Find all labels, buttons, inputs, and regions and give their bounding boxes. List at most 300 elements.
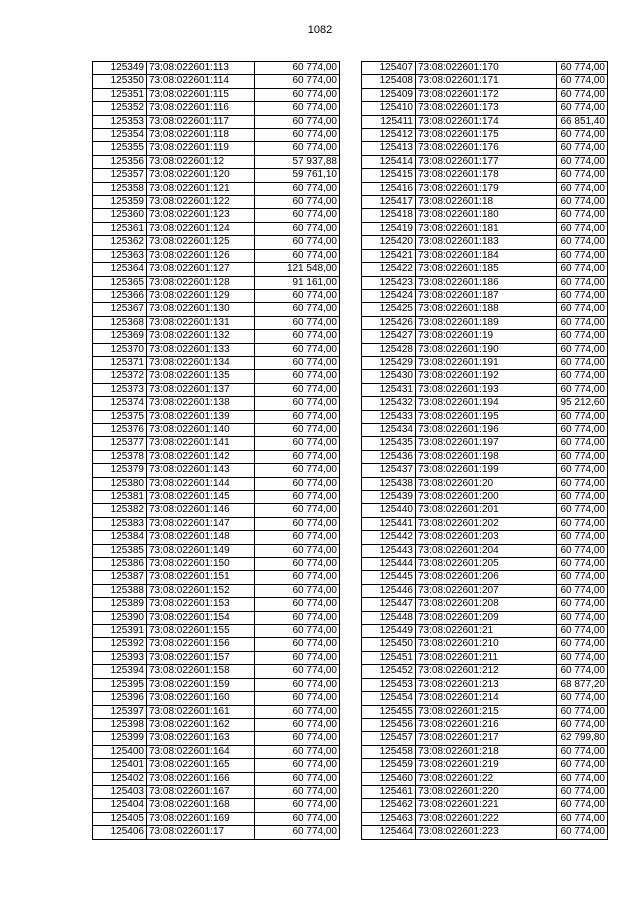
value-cell: 60 774,00: [557, 303, 608, 316]
table-row: [362, 169, 608, 182]
row-id-cell: 125350: [93, 75, 147, 88]
table-row: [93, 692, 340, 705]
value-cell: 60 774,00: [255, 397, 340, 410]
table-row: [362, 772, 608, 785]
cadastral-number-cell: 73:08:022601:123: [147, 209, 255, 222]
value-cell: 60 774,00: [255, 477, 340, 490]
value-cell: 60 774,00: [557, 799, 608, 812]
value-cell: 60 774,00: [557, 62, 608, 75]
cadastral-number-cell: 73:08:022601:190: [416, 343, 557, 356]
cadastral-number-cell: 73:08:022601:203: [416, 531, 557, 544]
table-row: [362, 196, 608, 209]
table-row: [93, 169, 340, 182]
table-row: [362, 584, 608, 597]
cadastral-number-cell: 73:08:022601:154: [147, 611, 255, 624]
cadastral-number-cell: 73:08:022601:194: [416, 397, 557, 410]
row-id-cell: 125425: [362, 303, 416, 316]
cadastral-number-cell: 73:08:022601:149: [147, 544, 255, 557]
value-cell: 60 774,00: [557, 491, 608, 504]
cadastral-number-cell: 73:08:022601:147: [147, 517, 255, 530]
cadastral-number-cell: 73:08:022601:162: [147, 718, 255, 731]
table-row: [93, 638, 340, 651]
row-id-cell: 125357: [93, 169, 147, 182]
value-cell: 60 774,00: [557, 464, 608, 477]
table-row: [93, 182, 340, 195]
table-row: [362, 678, 608, 691]
cadastral-number-cell: 73:08:022601:116: [147, 102, 255, 115]
value-cell: 60 774,00: [557, 263, 608, 276]
row-id-cell: 125439: [362, 491, 416, 504]
row-id-cell: 125432: [362, 397, 416, 410]
cadastral-number-cell: 73:08:022601:17: [147, 826, 255, 839]
cadastral-number-cell: 73:08:022601:145: [147, 491, 255, 504]
cadastral-number-cell: 73:08:022601:193: [416, 383, 557, 396]
cadastral-number-cell: 73:08:022601:222: [416, 812, 557, 825]
table-row: [93, 678, 340, 691]
value-cell: 66 851,40: [557, 115, 608, 128]
table-row: [93, 423, 340, 436]
row-id-cell: 125385: [93, 544, 147, 557]
table-row: [362, 558, 608, 571]
value-cell: 60 774,00: [557, 88, 608, 101]
cadastral-number-cell: 73:08:022601:121: [147, 182, 255, 195]
row-id-cell: 125390: [93, 611, 147, 624]
cadastral-number-cell: 73:08:022601:132: [147, 330, 255, 343]
value-cell: 60 774,00: [557, 665, 608, 678]
row-id-cell: 125372: [93, 370, 147, 383]
value-cell: 60 774,00: [255, 611, 340, 624]
table-row: [362, 383, 608, 396]
value-cell: 60 774,00: [557, 209, 608, 222]
row-id-cell: 125399: [93, 732, 147, 745]
cadastral-number-cell: 73:08:022601:143: [147, 464, 255, 477]
value-cell: 60 774,00: [557, 611, 608, 624]
cadastral-number-cell: 73:08:022601:188: [416, 303, 557, 316]
value-cell: 60 774,00: [557, 75, 608, 88]
row-id-cell: 125421: [362, 249, 416, 262]
row-id-cell: 125381: [93, 491, 147, 504]
cadastral-number-cell: 73:08:022601:21: [416, 625, 557, 638]
value-cell: 60 774,00: [255, 222, 340, 235]
cadastral-number-cell: 73:08:022601:181: [416, 222, 557, 235]
table-row: [93, 236, 340, 249]
table-row: [362, 799, 608, 812]
table-row: [362, 62, 608, 75]
table-row: [362, 705, 608, 718]
value-cell: 60 774,00: [255, 437, 340, 450]
table-row: [93, 544, 340, 557]
value-cell: 60 774,00: [255, 759, 340, 772]
table-row: [93, 531, 340, 544]
cadastral-number-cell: 73:08:022601:186: [416, 276, 557, 289]
value-cell: 60 774,00: [255, 303, 340, 316]
table-row: [93, 477, 340, 490]
row-id-cell: 125454: [362, 692, 416, 705]
cadastral-number-cell: 73:08:022601:139: [147, 410, 255, 423]
cadastral-number-cell: 73:08:022601:173: [416, 102, 557, 115]
value-cell: 60 774,00: [557, 182, 608, 195]
cadastral-number-cell: 73:08:022601:171: [416, 75, 557, 88]
value-cell: 60 774,00: [557, 638, 608, 651]
table-row: [93, 289, 340, 302]
table-row: [93, 450, 340, 463]
table-row: [93, 665, 340, 678]
cadastral-number-cell: 73:08:022601:196: [416, 423, 557, 436]
left-table-body: [93, 62, 340, 840]
value-cell: 60 774,00: [255, 343, 340, 356]
row-id-cell: 125413: [362, 142, 416, 155]
cadastral-number-cell: 73:08:022601:117: [147, 115, 255, 128]
cadastral-number-cell: 73:08:022601:214: [416, 692, 557, 705]
cadastral-number-cell: 73:08:022601:153: [147, 598, 255, 611]
table-row: [362, 397, 608, 410]
table-row: [93, 437, 340, 450]
row-id-cell: 125408: [362, 75, 416, 88]
row-id-cell: 125393: [93, 651, 147, 664]
row-id-cell: 125448: [362, 611, 416, 624]
table-row: [362, 651, 608, 664]
cadastral-number-cell: 73:08:022601:165: [147, 759, 255, 772]
row-id-cell: 125365: [93, 276, 147, 289]
cadastral-number-cell: 73:08:022601:151: [147, 571, 255, 584]
value-cell: 68 877,20: [557, 678, 608, 691]
table-row: [93, 129, 340, 142]
row-id-cell: 125349: [93, 62, 147, 75]
row-id-cell: 125411: [362, 115, 416, 128]
table-row: [362, 155, 608, 168]
value-cell: 60 774,00: [255, 464, 340, 477]
value-cell: 60 774,00: [255, 826, 340, 839]
cadastral-number-cell: 73:08:022601:201: [416, 504, 557, 517]
row-id-cell: 125417: [362, 196, 416, 209]
value-cell: 60 774,00: [255, 504, 340, 517]
row-id-cell: 125464: [362, 826, 416, 839]
row-id-cell: 125451: [362, 651, 416, 664]
row-id-cell: 125415: [362, 169, 416, 182]
cadastral-number-cell: 73:08:022601:176: [416, 142, 557, 155]
row-id-cell: 125355: [93, 142, 147, 155]
cadastral-number-cell: 73:08:022601:170: [416, 62, 557, 75]
value-cell: 60 774,00: [557, 558, 608, 571]
row-id-cell: 125391: [93, 625, 147, 638]
value-cell: 60 774,00: [255, 142, 340, 155]
value-cell: 60 774,00: [255, 785, 340, 798]
table-row: [362, 544, 608, 557]
table-row: [362, 209, 608, 222]
row-id-cell: 125429: [362, 356, 416, 369]
value-cell: 60 774,00: [255, 745, 340, 758]
table-row: [93, 410, 340, 423]
table-row: [362, 276, 608, 289]
cadastral-number-cell: 73:08:022601:206: [416, 571, 557, 584]
cadastral-number-cell: 73:08:022601:207: [416, 584, 557, 597]
cadastral-number-cell: 73:08:022601:211: [416, 651, 557, 664]
row-id-cell: 125351: [93, 88, 147, 101]
cadastral-number-cell: 73:08:022601:166: [147, 772, 255, 785]
table-row: [93, 62, 340, 75]
left-register-table: [92, 61, 340, 840]
row-id-cell: 125436: [362, 450, 416, 463]
cadastral-number-cell: 73:08:022601:119: [147, 142, 255, 155]
value-cell: 60 774,00: [557, 437, 608, 450]
row-id-cell: 125397: [93, 705, 147, 718]
cadastral-number-cell: 73:08:022601:152: [147, 584, 255, 597]
row-id-cell: 125359: [93, 196, 147, 209]
cadastral-number-cell: 73:08:022601:204: [416, 544, 557, 557]
row-id-cell: 125438: [362, 477, 416, 490]
row-id-cell: 125443: [362, 544, 416, 557]
value-cell: 60 774,00: [255, 517, 340, 530]
row-id-cell: 125412: [362, 129, 416, 142]
table-row: [93, 504, 340, 517]
row-id-cell: 125392: [93, 638, 147, 651]
cadastral-number-cell: 73:08:022601:164: [147, 745, 255, 758]
value-cell: 60 774,00: [557, 625, 608, 638]
row-id-cell: 125462: [362, 799, 416, 812]
value-cell: 60 774,00: [557, 785, 608, 798]
table-row: [93, 222, 340, 235]
value-cell: 60 774,00: [255, 531, 340, 544]
table-row: [93, 785, 340, 798]
row-id-cell: 125371: [93, 356, 147, 369]
value-cell: 60 774,00: [255, 115, 340, 128]
value-cell: 60 774,00: [557, 517, 608, 530]
cadastral-number-cell: 73:08:022601:156: [147, 638, 255, 651]
row-id-cell: 125435: [362, 437, 416, 450]
table-row: [362, 437, 608, 450]
cadastral-number-cell: 73:08:022601:192: [416, 370, 557, 383]
cadastral-number-cell: 73:08:022601:177: [416, 155, 557, 168]
value-cell: 60 774,00: [557, 383, 608, 396]
table-row: [362, 450, 608, 463]
table-row: [362, 356, 608, 369]
table-row: [93, 558, 340, 571]
table-row: [93, 370, 340, 383]
value-cell: 60 774,00: [557, 812, 608, 825]
table-row: [362, 410, 608, 423]
row-id-cell: 125404: [93, 799, 147, 812]
table-row: [93, 732, 340, 745]
value-cell: 60 774,00: [255, 62, 340, 75]
table-row: [93, 263, 340, 276]
table-row: [362, 303, 608, 316]
value-cell: 60 774,00: [255, 718, 340, 731]
value-cell: 60 774,00: [255, 772, 340, 785]
cadastral-number-cell: 73:08:022601:202: [416, 517, 557, 530]
cadastral-number-cell: 73:08:022601:205: [416, 558, 557, 571]
value-cell: 60 774,00: [557, 504, 608, 517]
table-row: [93, 142, 340, 155]
table-row: [93, 718, 340, 731]
value-cell: 60 774,00: [255, 423, 340, 436]
value-cell: 60 774,00: [255, 598, 340, 611]
value-cell: 60 774,00: [557, 276, 608, 289]
value-cell: 60 774,00: [557, 598, 608, 611]
table-row: [93, 75, 340, 88]
row-id-cell: 125377: [93, 437, 147, 450]
value-cell: 60 774,00: [255, 638, 340, 651]
cadastral-number-cell: 73:08:022601:179: [416, 182, 557, 195]
row-id-cell: 125452: [362, 665, 416, 678]
row-id-cell: 125380: [93, 477, 147, 490]
table-row: [362, 316, 608, 329]
cadastral-number-cell: 73:08:022601:130: [147, 303, 255, 316]
row-id-cell: 125457: [362, 732, 416, 745]
table-row: [93, 759, 340, 772]
value-cell: 60 774,00: [557, 155, 608, 168]
value-cell: 60 774,00: [557, 343, 608, 356]
row-id-cell: 125428: [362, 343, 416, 356]
cadastral-number-cell: 73:08:022601:185: [416, 263, 557, 276]
value-cell: 60 774,00: [255, 75, 340, 88]
cadastral-number-cell: 73:08:022601:215: [416, 705, 557, 718]
table-row: [93, 356, 340, 369]
value-cell: 60 774,00: [557, 316, 608, 329]
value-cell: 60 774,00: [255, 236, 340, 249]
row-id-cell: 125383: [93, 517, 147, 530]
value-cell: 60 774,00: [557, 772, 608, 785]
cadastral-number-cell: 73:08:022601:163: [147, 732, 255, 745]
value-cell: 60 774,00: [557, 759, 608, 772]
table-row: [93, 276, 340, 289]
row-id-cell: 125353: [93, 115, 147, 128]
value-cell: 60 774,00: [557, 356, 608, 369]
row-id-cell: 125423: [362, 276, 416, 289]
value-cell: 57 937,88: [255, 155, 340, 168]
table-row: [93, 772, 340, 785]
table-row: [362, 718, 608, 731]
table-row: [93, 249, 340, 262]
cadastral-number-cell: 73:08:022601:144: [147, 477, 255, 490]
row-id-cell: 125376: [93, 423, 147, 436]
cadastral-number-cell: 73:08:022601:122: [147, 196, 255, 209]
cadastral-number-cell: 73:08:022601:22: [416, 772, 557, 785]
value-cell: 60 774,00: [255, 102, 340, 115]
row-id-cell: 125418: [362, 209, 416, 222]
table-row: [362, 692, 608, 705]
value-cell: 60 774,00: [255, 584, 340, 597]
row-id-cell: 125447: [362, 598, 416, 611]
table-row: [93, 383, 340, 396]
table-row: [93, 651, 340, 664]
value-cell: 60 774,00: [255, 692, 340, 705]
cadastral-number-cell: 73:08:022601:159: [147, 678, 255, 691]
cadastral-number-cell: 73:08:022601:191: [416, 356, 557, 369]
row-id-cell: 125440: [362, 504, 416, 517]
table-row: [362, 222, 608, 235]
table-row: [362, 236, 608, 249]
table-row: [362, 759, 608, 772]
table-row: [362, 129, 608, 142]
value-cell: 60 774,00: [557, 330, 608, 343]
table-row: [362, 142, 608, 155]
cadastral-number-cell: 73:08:022601:134: [147, 356, 255, 369]
cadastral-number-cell: 73:08:022601:18: [416, 196, 557, 209]
cadastral-number-cell: 73:08:022601:131: [147, 316, 255, 329]
row-id-cell: 125396: [93, 692, 147, 705]
cadastral-number-cell: 73:08:022601:146: [147, 504, 255, 517]
value-cell: 60 774,00: [255, 799, 340, 812]
row-id-cell: 125445: [362, 571, 416, 584]
table-row: [93, 598, 340, 611]
value-cell: 60 774,00: [557, 826, 608, 839]
value-cell: 60 774,00: [557, 745, 608, 758]
row-id-cell: 125407: [362, 62, 416, 75]
cadastral-number-cell: 73:08:022601:158: [147, 665, 255, 678]
table-row: [362, 826, 608, 839]
table-row: [93, 316, 340, 329]
cadastral-number-cell: 73:08:022601:197: [416, 437, 557, 450]
row-id-cell: 125368: [93, 316, 147, 329]
table-row: [362, 88, 608, 101]
cadastral-number-cell: 73:08:022601:124: [147, 222, 255, 235]
value-cell: 60 774,00: [255, 544, 340, 557]
value-cell: 60 774,00: [255, 129, 340, 142]
value-cell: 60 774,00: [557, 450, 608, 463]
row-id-cell: 125437: [362, 464, 416, 477]
table-row: [93, 88, 340, 101]
cadastral-number-cell: 73:08:022601:138: [147, 397, 255, 410]
table-row: [362, 330, 608, 343]
table-row: [362, 263, 608, 276]
cadastral-number-cell: 73:08:022601:195: [416, 410, 557, 423]
row-id-cell: 125460: [362, 772, 416, 785]
cadastral-number-cell: 73:08:022601:118: [147, 129, 255, 142]
row-id-cell: 125449: [362, 625, 416, 638]
cadastral-number-cell: 73:08:022601:184: [416, 249, 557, 262]
page-number: 1082: [307, 24, 333, 36]
value-cell: 60 774,00: [255, 665, 340, 678]
cadastral-number-cell: 73:08:022601:210: [416, 638, 557, 651]
value-cell: 60 774,00: [255, 732, 340, 745]
row-id-cell: 125379: [93, 464, 147, 477]
table-row: [93, 799, 340, 812]
row-id-cell: 125444: [362, 558, 416, 571]
row-id-cell: 125414: [362, 155, 416, 168]
value-cell: 60 774,00: [255, 209, 340, 222]
value-cell: 60 774,00: [557, 370, 608, 383]
value-cell: 60 774,00: [557, 129, 608, 142]
cadastral-number-cell: 73:08:022601:198: [416, 450, 557, 463]
cadastral-number-cell: 73:08:022601:148: [147, 531, 255, 544]
cadastral-number-cell: 73:08:022601:137: [147, 383, 255, 396]
value-cell: 60 774,00: [255, 383, 340, 396]
cadastral-number-cell: 73:08:022601:218: [416, 745, 557, 758]
cadastral-number-cell: 73:08:022601:219: [416, 759, 557, 772]
cadastral-number-cell: 73:08:022601:161: [147, 705, 255, 718]
cadastral-number-cell: 73:08:022601:208: [416, 598, 557, 611]
table-row: [93, 491, 340, 504]
cadastral-number-cell: 73:08:022601:174: [416, 115, 557, 128]
table-row: [362, 812, 608, 825]
table-row: [93, 303, 340, 316]
value-cell: 95 212,60: [557, 397, 608, 410]
cadastral-number-cell: 73:08:022601:169: [147, 812, 255, 825]
value-cell: 60 774,00: [557, 222, 608, 235]
value-cell: 60 774,00: [557, 584, 608, 597]
cadastral-number-cell: 73:08:022601:168: [147, 799, 255, 812]
value-cell: 60 774,00: [255, 356, 340, 369]
cadastral-number-cell: 73:08:022601:142: [147, 450, 255, 463]
row-id-cell: 125373: [93, 383, 147, 396]
table-row: [93, 115, 340, 128]
row-id-cell: 125389: [93, 598, 147, 611]
table-row: [362, 732, 608, 745]
row-id-cell: 125416: [362, 182, 416, 195]
cadastral-number-cell: 73:08:022601:133: [147, 343, 255, 356]
row-id-cell: 125360: [93, 209, 147, 222]
value-cell: 121 548,00: [255, 263, 340, 276]
